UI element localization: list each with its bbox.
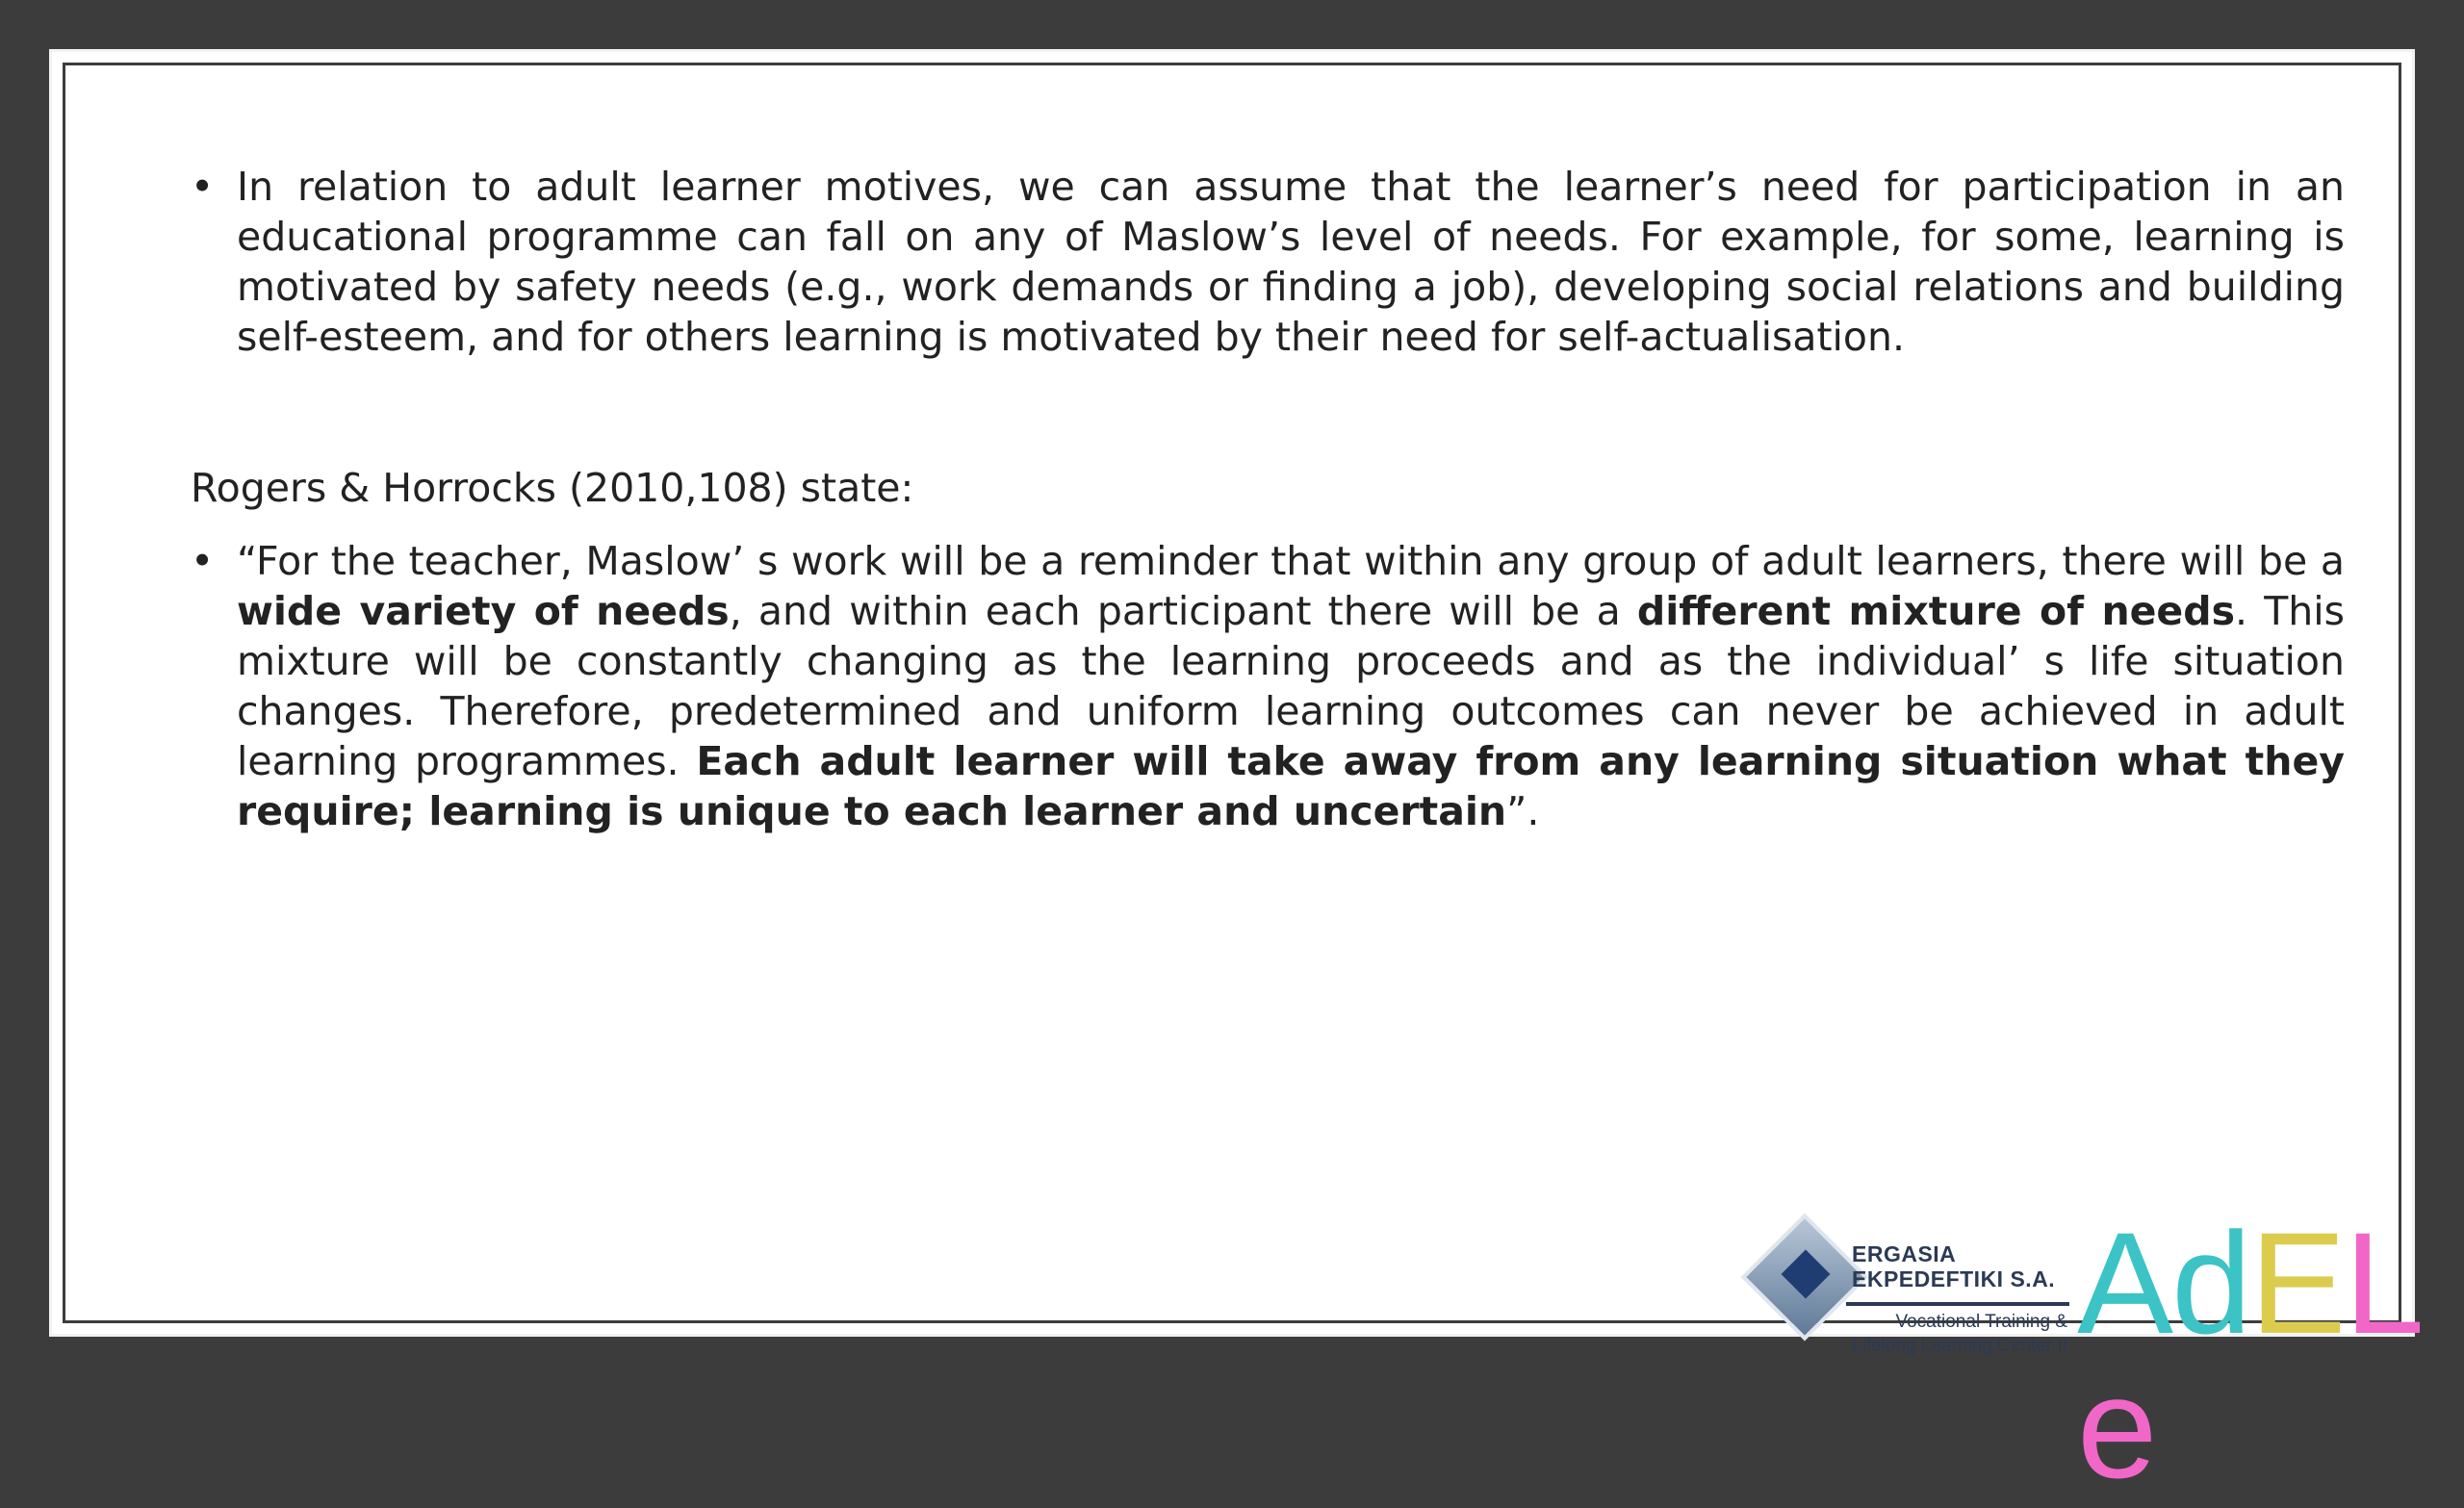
- ergasia-name-line1: ERGASIA: [1852, 1241, 1957, 1266]
- bullet-quote: [191, 536, 2345, 836]
- bullet-marker: •: [191, 538, 215, 584]
- adele-letter: A: [2077, 1202, 2172, 1364]
- quote-text-2: , and within each participant there will be a: [729, 588, 1637, 634]
- ergasia-name-line2: EKPEDEFTIKI S.A.: [1852, 1266, 2056, 1291]
- ergasia-tagline-line2: Lifelong Learning Center II: [1852, 1336, 2067, 1356]
- quote-text-3: . This mixture will be constantly changing as the learning proceeds and as the individual’ s life situation changes. Therefore, predetermined and uniform learning outcomes can never be achieved in adult learning programmes.: [237, 588, 2345, 784]
- quote-bold-2: different mixture of needs: [1636, 588, 2235, 634]
- adele-letter: d: [2171, 1202, 2250, 1364]
- ergasia-tagline-line1: Vocational Training &: [1895, 1312, 2067, 1332]
- citation-line: Rogers & Horrocks (2010,108) state:: [191, 465, 914, 511]
- bullet-marker: •: [191, 164, 215, 210]
- slide-content: [191, 162, 2345, 836]
- quote-text-1: “For the teacher, Maslow’ s work will be a reminder that within any group of adult learners, there will be a: [237, 538, 2345, 584]
- slide-inner-border: [63, 63, 2423, 1508]
- slide-frame: [52, 52, 2423, 1508]
- footer-logos: [1711, 1202, 2424, 1508]
- adele-letter: e: [2077, 1346, 2156, 1508]
- adele-letter: L: [2344, 1202, 2423, 1364]
- bullet-paragraph-1: [191, 162, 2345, 362]
- quote-text-4: ”.: [1506, 788, 1540, 834]
- quote-bold-3: Each adult learner will take away from any learning situation what they require; learning is unique to each learner and uncertain: [237, 738, 2345, 834]
- quote-bold-1: wide variety of needs: [237, 588, 730, 634]
- adele-letter: E: [2249, 1202, 2345, 1364]
- paragraph-1-text: In relation to adult learner motives, we can assume that the learner’s need for participation in an educational programme can fall on any of Maslow’s level of needs. For example, for some, learning is motivated by safety needs (e.g., work demands or finding a job), developing social relations and building self-esteem, and for others learning is motivated by their need for self-actualisation.: [237, 164, 2345, 360]
- adele-logo: [2077, 1202, 2424, 1508]
- ergasia-divider: [1846, 1302, 2069, 1306]
